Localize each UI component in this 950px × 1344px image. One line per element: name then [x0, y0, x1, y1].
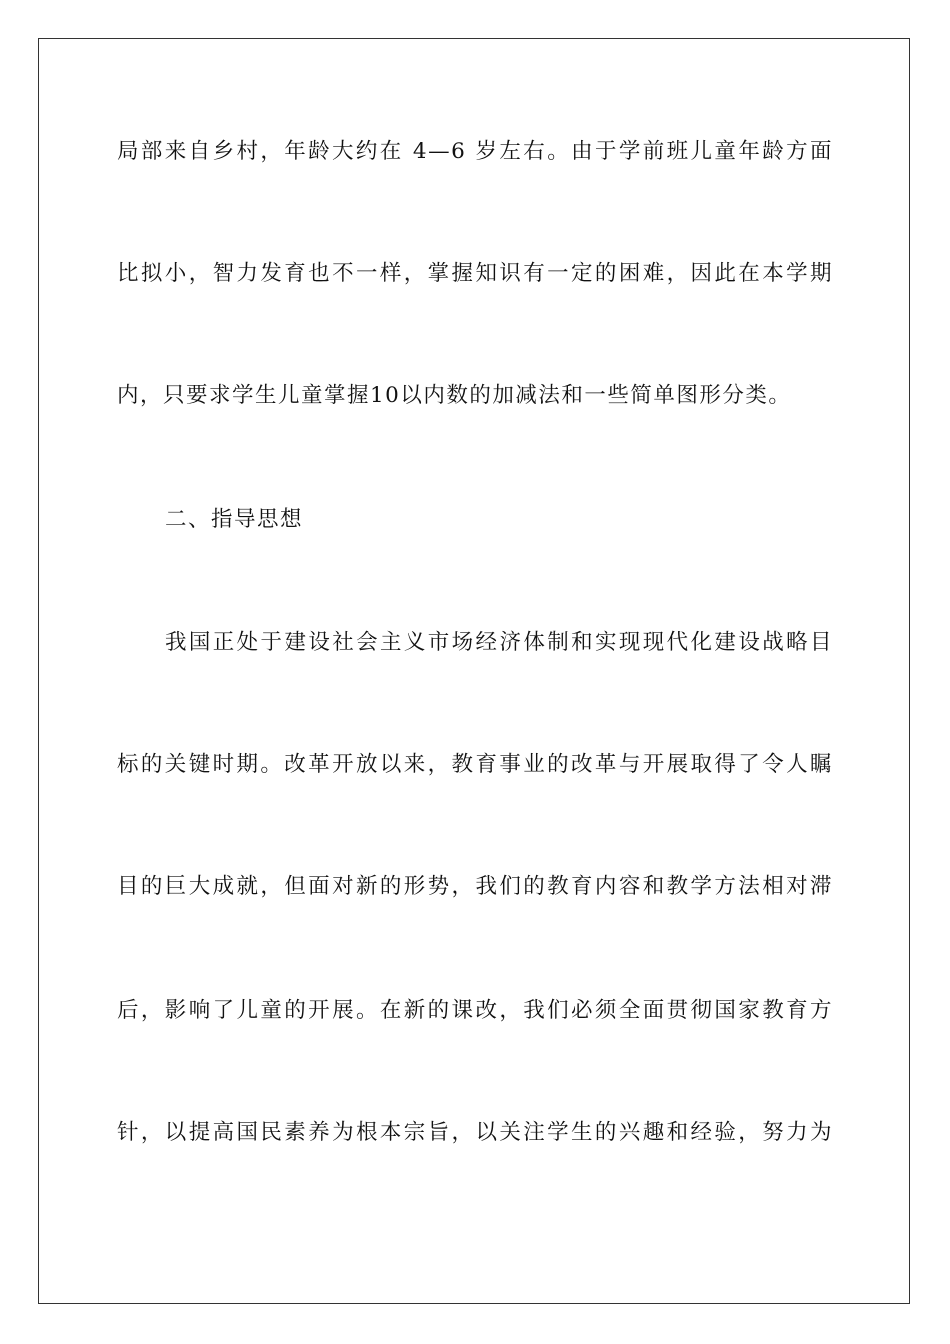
paragraph-line-8: 针，以提高国民素养为根本宗旨，以关注学生的兴趣和经验，努力为	[117, 1120, 833, 1145]
paragraph-line-1: 局部来自乡村，年龄大约在 4—6 岁左右。由于学前班儿童年龄方面	[117, 139, 833, 164]
paragraph-line-4: 我国正处于建设社会主义市场经济体制和实现现代化建设战略目	[165, 630, 833, 655]
paragraph-line-2: 比拟小，智力发育也不一样，掌握知识有一定的困难，因此在本学期	[117, 261, 833, 286]
paragraph-line-6: 目的巨大成就，但面对新的形势，我们的教育内容和教学方法相对滞	[117, 874, 833, 899]
paragraph-line-5: 标的关键时期。改革开放以来，教育事业的改革与开展取得了令人瞩	[117, 752, 833, 777]
section-heading: 二、指导思想	[165, 507, 304, 532]
page-border	[38, 38, 910, 1304]
paragraph-line-3: 内，只要求学生儿童掌握10以内数的加减法和一些简单图形分类。	[117, 383, 792, 408]
paragraph-line-7: 后，影响了儿童的开展。在新的课改，我们必须全面贯彻国家教育方	[117, 998, 833, 1023]
